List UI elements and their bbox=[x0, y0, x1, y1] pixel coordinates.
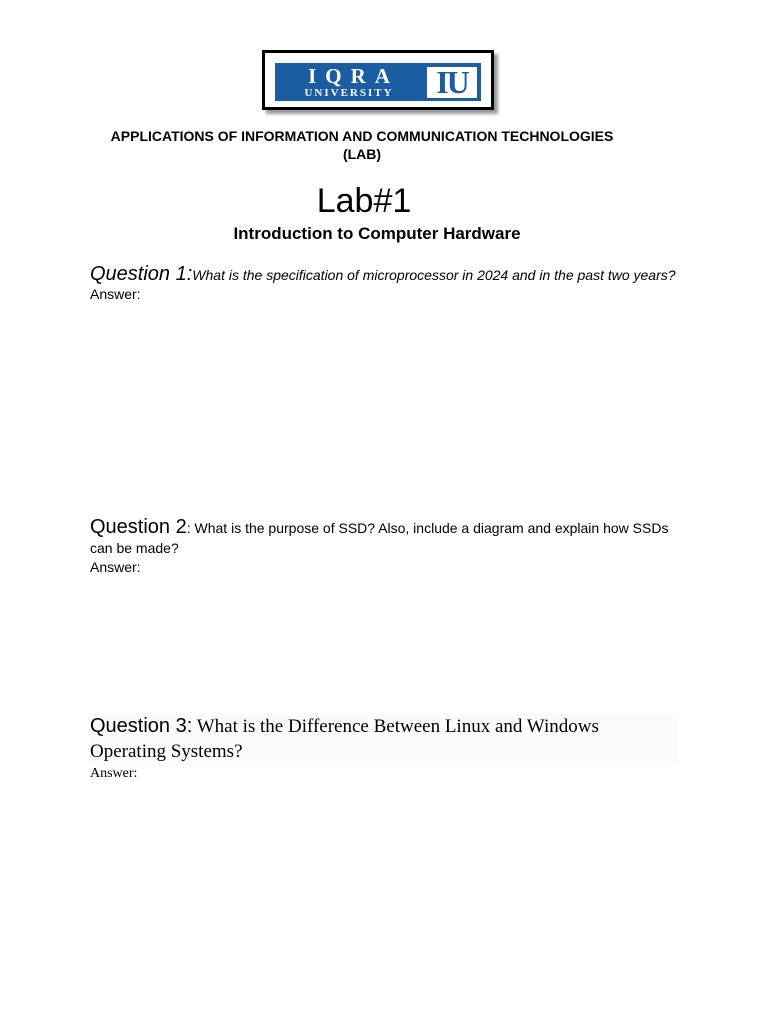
question-3-label: Question 3: bbox=[90, 715, 193, 737]
question-2-text bbox=[90, 517, 678, 558]
question-3-answer-label: Answer: bbox=[90, 766, 138, 781]
logo-university-text: UNIVERSITY bbox=[304, 87, 394, 99]
question-2 bbox=[90, 517, 678, 577]
question-2-label: Question 2 bbox=[90, 516, 187, 538]
question-2-body: : What is the purpose of SSD? Also, include a diagram and explain how SSDs can be made? bbox=[90, 520, 669, 556]
course-title bbox=[60, 127, 664, 163]
question-2-answer-label: Answer: bbox=[90, 559, 141, 575]
university-logo bbox=[262, 50, 494, 110]
question-1-body: What is the specification of microprocessor in 2024 and in the past two years? bbox=[192, 267, 676, 283]
course-title-line2: (LAB) bbox=[342, 146, 382, 162]
lab-title: Lab#1 bbox=[316, 182, 412, 220]
question-3 bbox=[90, 714, 678, 762]
logo-banner bbox=[275, 63, 481, 101]
lab-subtitle: Introduction to Computer Hardware bbox=[233, 224, 521, 243]
question-1-label: Question 1: bbox=[90, 263, 193, 285]
question-1 bbox=[90, 264, 678, 304]
course-title-line1: APPLICATIONS OF INFORMATION AND COMMUNICATION TECHNOLOGIES bbox=[110, 128, 614, 144]
logo-iqra-text: IQRA bbox=[308, 64, 399, 88]
question-1-text bbox=[90, 264, 678, 285]
question-3-body: What is the Difference Between Linux and Windows Operating Systems? bbox=[90, 716, 599, 762]
question-1-answer-label: Answer: bbox=[90, 286, 141, 302]
question-3-text bbox=[90, 714, 678, 764]
logo-iu-mark: IU bbox=[427, 67, 477, 98]
